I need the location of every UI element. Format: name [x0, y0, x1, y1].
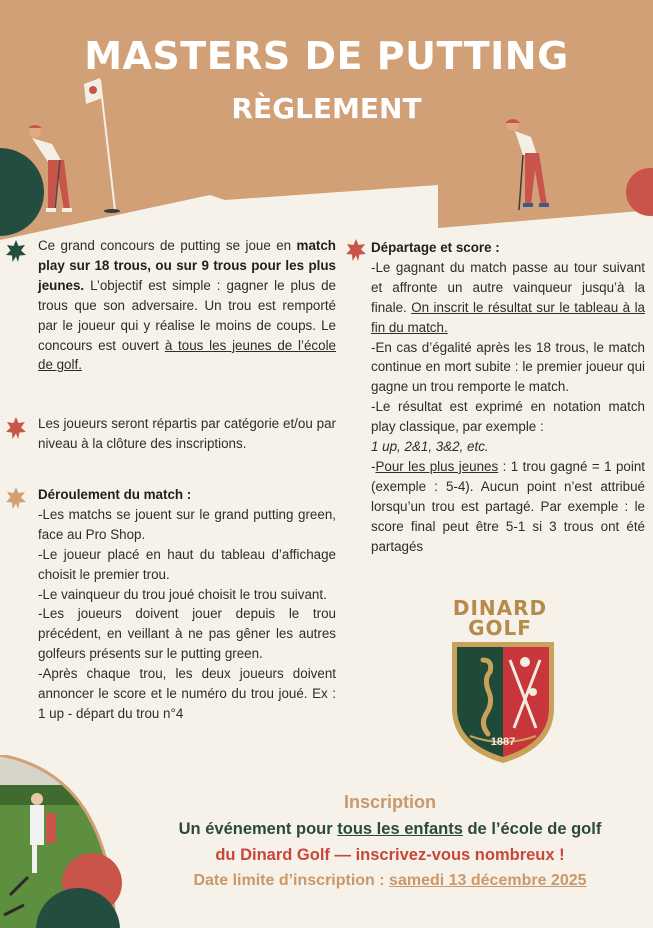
departage-text-1-underlined: On inscrit le résultat sur le tableau à la fin du match.: [371, 299, 645, 335]
deroulement-line: -Le joueur placé en haut du tableau d’affichage choisit le premier trou.: [38, 546, 336, 582]
footer-line-2a: Un événement pour: [178, 820, 338, 838]
footer-line-dinard: du Dinard Golf — inscrivez-vous nombreux !: [215, 846, 565, 864]
footer-line-children: [130, 820, 650, 839]
intro-text-c: L’objectif est simple : gagner le plus de trous que son adversaire. Un trou est remporté par le joueur qui y réalise le moins de coups. Le concours est ouvert: [38, 277, 336, 353]
deroulement-heading: Déroulement du match :: [38, 487, 192, 502]
dinard-golf-logo-text: [440, 598, 560, 638]
footer-deadline: [130, 872, 650, 890]
intro-paragraph: [38, 236, 336, 375]
departage-text-2: -En cas d’égalité après les 18 trous, le match continue en mort subite : le premier joueur qui gagne un trou remporte le match.: [371, 339, 645, 395]
departage-young-underlined: Pour les plus jeunes: [375, 458, 499, 474]
intro-text-underlined: à tous les jeunes de l’école de golf.: [38, 337, 336, 373]
departage-section: [371, 238, 645, 557]
deroulement-line: -Les joueurs doivent jouer depuis le trou précédent, en veillant à ne pas gêner les autres golfeurs présents sur le putting green.: [38, 606, 336, 662]
page-title: MASTERS DE PUTTING: [84, 34, 569, 78]
deadline-label: Date limite d’inscription :: [193, 872, 390, 889]
deroulement-line: -Après chaque trou, les deux joueurs doivent annoncer le score et le numéro du trou joué. Ex : 1 up - départ du trou n°4: [38, 666, 336, 721]
logo-year: 1887: [490, 736, 516, 748]
logo-line-2: GOLF: [468, 616, 532, 640]
deroulement-line: -Les matchs se jouent sur le grand putting green, face au Pro Shop.: [38, 506, 336, 542]
bullet-tan-icon: [5, 487, 27, 509]
kids-putting-photo: [0, 755, 130, 928]
bullet-green-icon: [5, 240, 27, 262]
footer-line-2b-underlined: tous les enfants: [337, 820, 463, 838]
intro-text-bold: match play sur 18 trous, ou sur 9 trous pour les plus jeunes.: [38, 238, 336, 293]
departage-text-1: -Le gagnant du match passe au tour suivant et affronte un autre vainqueur jusqu’à la finale.: [371, 259, 645, 315]
bullet-red-right-icon: [345, 239, 367, 261]
inscription-heading: Inscription: [343, 792, 436, 812]
departage-notation-examples: 1 up, 2&1, 3&2, etc.: [371, 439, 489, 455]
red-circle-right-decor: [618, 168, 653, 216]
departage-dash: -: [371, 458, 376, 474]
deadline-date: samedi 13 décembre 2025: [389, 872, 587, 889]
deroulement-section: [38, 485, 336, 724]
footer-line-2c: de l’école de golf: [462, 820, 602, 838]
golfer-right-illustration: [495, 115, 565, 215]
logo-line-1: DINARD: [452, 596, 548, 620]
categories-paragraph: Les joueurs seront répartis par catégorie et/ou par niveau à la clôture des inscriptions.: [38, 416, 336, 451]
departage-text-4: : 1 trou gagné = 1 point (exemple : 5-4). Aucun point n’est attribué lorsqu’un trou est partagé. Par exemple : le score final peut être 5-1 si 3 trous ont été partagés: [371, 458, 646, 554]
page-subtitle: RÈGLEMENT: [231, 92, 422, 125]
departage-heading: Départage et score :: [371, 240, 500, 255]
deroulement-line: -Le vainqueur du trou joué choisit le trou suivant.: [38, 586, 327, 602]
intro-text-a: Ce grand concours de putting se joue en: [38, 238, 297, 253]
bullet-red-icon: [5, 417, 27, 439]
departage-text-3: -Le résultat est exprimé en notation match play classique, par exemple :: [371, 399, 645, 435]
